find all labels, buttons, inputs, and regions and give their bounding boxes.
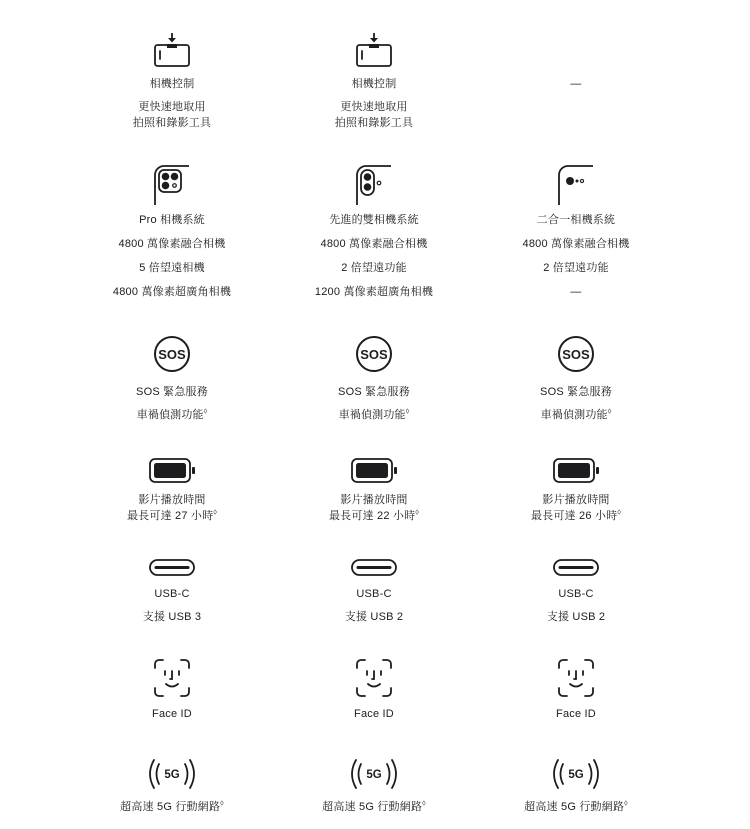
footnote-marker[interactable]: ◊ xyxy=(220,800,224,808)
ultrawide-spec: — xyxy=(570,286,582,298)
usb-support: 支援 USB 2 xyxy=(546,611,606,623)
usb-c-icon xyxy=(344,543,404,593)
svg-text:SOS: SOS xyxy=(562,347,590,362)
battery-icon xyxy=(546,446,606,496)
usb-c-title: USB-C xyxy=(154,588,190,600)
battery-title: 影片播放時間 xyxy=(138,494,206,506)
usb-c-title: USB-C xyxy=(356,588,392,600)
not-available-dash: — xyxy=(570,78,582,90)
footnote-marker[interactable]: ◊ xyxy=(607,408,612,416)
5g-icon xyxy=(142,749,202,799)
svg-text:SOS: SOS xyxy=(158,347,186,362)
face-id-title: Face ID xyxy=(556,708,596,720)
5g-glyph: 5G xyxy=(164,769,180,781)
telephoto-spec: 5 倍望遠相機 xyxy=(139,262,205,274)
dual-camera-icon xyxy=(344,161,404,211)
usb-c-title: USB-C xyxy=(558,588,594,600)
5g-title: 超高速 5G 行動網路◊ xyxy=(524,800,628,813)
sos-icon xyxy=(546,329,606,379)
main-camera-spec: 4800 萬像素融合相機 xyxy=(522,238,630,250)
battery-duration: 最長可達 26 小時◊ xyxy=(530,509,622,522)
camera-control-desc-line1: 更快速地取用 xyxy=(138,101,206,113)
usb-support: 支援 USB 2 xyxy=(344,611,404,623)
camera-system-title: 二合一相機系統 xyxy=(536,214,616,226)
sos-icon xyxy=(142,329,202,379)
footnote-marker[interactable]: ◊ xyxy=(624,800,628,808)
camera-system-title: Pro 相機系統 xyxy=(139,214,205,226)
battery-icon xyxy=(344,446,404,496)
ultrawide-spec: 4800 萬像素超廣角相機 xyxy=(112,286,232,298)
crash-detection: 車禍偵測功能◊ xyxy=(136,408,208,421)
telephoto-spec: 2 倍望遠功能 xyxy=(543,262,609,274)
footnote-marker[interactable]: ◊ xyxy=(422,800,426,808)
camera-control-icon xyxy=(344,30,404,80)
camera-system-title: 先進的雙相機系統 xyxy=(329,214,419,226)
camera-control-desc-line2: 拍照和錄影工具 xyxy=(132,117,212,129)
svg-text:SOS: SOS xyxy=(360,347,388,362)
5g-glyph: 5G xyxy=(366,769,382,781)
main-camera-spec: 4800 萬像素融合相機 xyxy=(118,238,226,250)
camera-control-title: 相機控制 xyxy=(351,78,397,90)
footnote-marker[interactable]: ◊ xyxy=(617,509,622,517)
battery-icon xyxy=(142,446,202,496)
5g-icon xyxy=(344,749,404,799)
battery-duration: 最長可達 27 小時◊ xyxy=(126,509,218,522)
sos-title: SOS 緊急服務 xyxy=(540,386,612,398)
5g-title: 超高速 5G 行動網路◊ xyxy=(322,800,426,813)
usb-support: 支援 USB 3 xyxy=(142,611,202,623)
sos-title: SOS 緊急服務 xyxy=(338,386,410,398)
battery-title: 影片播放時間 xyxy=(340,494,408,506)
5g-glyph: 5G xyxy=(568,769,584,781)
face-id-icon xyxy=(546,653,606,703)
single-camera-icon xyxy=(546,161,606,211)
crash-detection: 車禍偵測功能◊ xyxy=(338,408,410,421)
camera-control-title: 相機控制 xyxy=(149,78,195,90)
ultrawide-spec: 1200 萬像素超廣角相機 xyxy=(314,286,434,298)
footnote-marker[interactable]: ◊ xyxy=(213,509,218,517)
face-id-icon xyxy=(344,653,404,703)
5g-title: 超高速 5G 行動網路◊ xyxy=(120,800,224,813)
camera-control-desc-line1: 更快速地取用 xyxy=(340,101,408,113)
face-id-title: Face ID xyxy=(354,708,394,720)
footnote-marker[interactable]: ◊ xyxy=(415,509,420,517)
main-camera-spec: 4800 萬像素融合相機 xyxy=(320,238,428,250)
face-id-title: Face ID xyxy=(152,708,192,720)
footnote-marker[interactable]: ◊ xyxy=(203,408,208,416)
sos-icon xyxy=(344,329,404,379)
battery-duration: 最長可達 22 小時◊ xyxy=(328,509,420,522)
sos-title: SOS 緊急服務 xyxy=(136,386,208,398)
face-id-icon xyxy=(142,653,202,703)
camera-control-desc-line2: 拍照和錄影工具 xyxy=(334,117,414,129)
usb-c-icon xyxy=(142,543,202,593)
triple-camera-icon xyxy=(142,161,202,211)
usb-c-icon xyxy=(546,543,606,593)
telephoto-spec: 2 倍望遠功能 xyxy=(341,262,407,274)
5g-icon xyxy=(546,749,606,799)
crash-detection: 車禍偵測功能◊ xyxy=(540,408,612,421)
battery-title: 影片播放時間 xyxy=(542,494,610,506)
camera-control-icon xyxy=(142,30,202,80)
footnote-marker[interactable]: ◊ xyxy=(405,408,410,416)
